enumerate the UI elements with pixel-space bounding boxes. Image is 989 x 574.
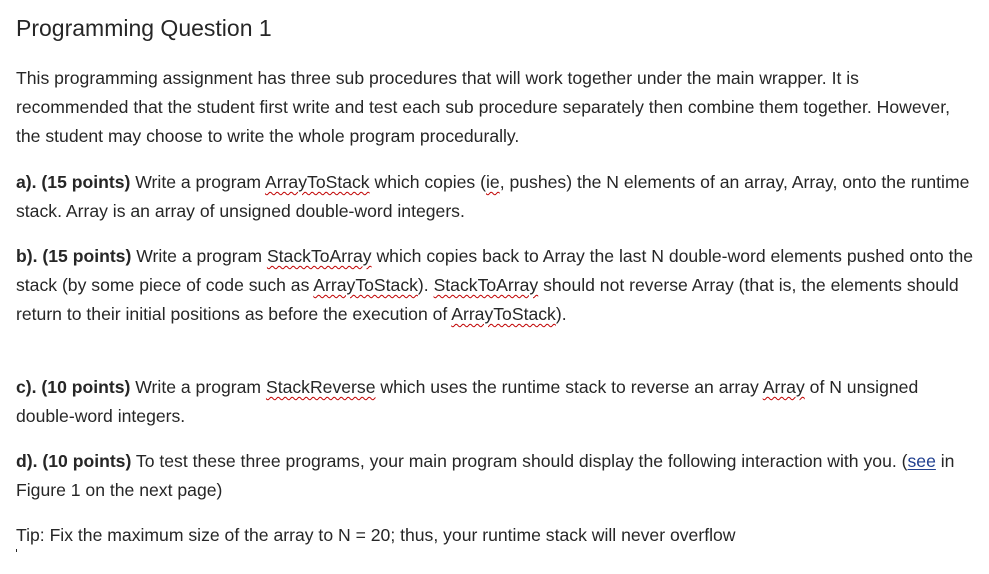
see-link[interactable]: see [907,451,936,471]
part-b-text: which copies back to Array the last N double-word elements pushed onto the stack (by some piece of code such as [16,246,974,295]
part-a-paragraph [16,168,976,226]
part-b-paragraph [16,242,976,329]
part-b-text: ). [555,304,567,324]
page-title: Programming Question 1 [16,15,272,41]
part-a-text: Write a program [130,172,265,192]
part-b-text: ). [417,275,434,295]
part-b-reference: ArrayToStack [313,275,418,295]
part-d-text: in Figure 1 on the next page) [16,451,955,500]
part-b-procedure-name: StackToArray [266,246,372,266]
part-c-label: c). (10 points) [16,377,131,397]
part-d-label: d). (10 points) [16,451,132,471]
part-c-text: Write a program [130,377,266,397]
part-c-text: which uses the runtime stack to reverse an array [375,377,763,397]
part-b-reference: StackToArray [433,275,539,295]
part-c-text: of N unsigned double-word integers. [16,377,919,426]
part-b-reference: ArrayToStack [451,304,556,324]
part-a-procedure-name: ArrayToStack [264,172,370,192]
part-b-label: b). (15 points) [16,246,132,266]
part-c-paragraph [16,373,976,431]
part-a-text: which copies ( [369,172,486,192]
part-b-text: should not reverse Array (that is, the elements should return to their initial positions as before the execution of [16,275,959,324]
part-c-array-name: Array [762,377,805,397]
text-cursor-mark [16,549,17,552]
part-a-ie: ie [485,172,500,192]
part-a-text: , pushes) the N elements of an array, Array, onto the runtime stack. Array is an array of unsigned double-word integers. [16,172,970,221]
part-d-text: To test these three programs, your main program should display the following interaction with you. ( [131,451,908,471]
part-a-label: a). (15 points) [16,172,131,192]
tip-paragraph: Tip: Fix the maximum size of the array to N = 20; thus, your runtime stack will never overflow [16,525,736,545]
intro-paragraph: This programming assignment has three sub procedures that will work together under the main wrapper. It is recommended that the student first write and test each sub procedure separately then combine them together. However, the student may choose to write the whole program procedurally. [16,68,950,146]
part-c-procedure-name: StackReverse [265,377,376,397]
part-b-text: Write a program [131,246,267,266]
part-d-paragraph [16,447,976,505]
